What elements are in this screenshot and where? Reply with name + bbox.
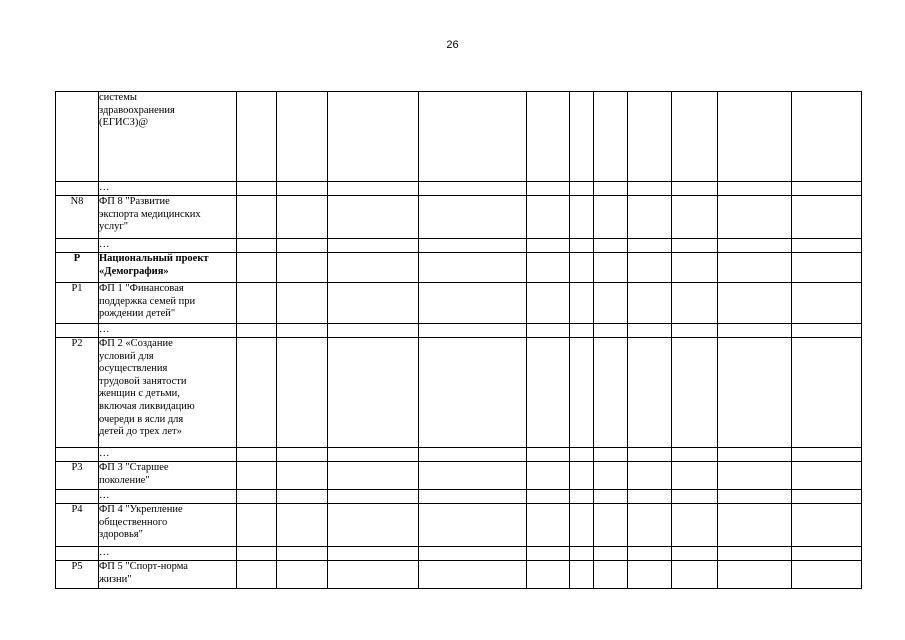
empty-cell: [594, 253, 628, 283]
table-row: [56, 490, 862, 504]
empty-cell: [628, 239, 672, 253]
empty-cell: [628, 448, 672, 462]
empty-cell: [328, 239, 419, 253]
empty-cell: [237, 547, 277, 561]
row-code: P5: [56, 561, 99, 589]
row-name: [99, 239, 237, 253]
empty-cell: [718, 338, 792, 448]
empty-cell: [628, 504, 672, 547]
empty-cell: [527, 561, 570, 589]
empty-cell: [419, 490, 527, 504]
empty-cell: [718, 547, 792, 561]
empty-cell: [718, 561, 792, 589]
empty-cell: [277, 490, 328, 504]
empty-cell: [792, 547, 862, 561]
empty-cell: [277, 338, 328, 448]
empty-cell: [792, 462, 862, 490]
table-row: [56, 182, 862, 196]
empty-cell: [570, 324, 594, 338]
empty-cell: [594, 182, 628, 196]
empty-cell: [419, 283, 527, 324]
empty-cell: [570, 338, 594, 448]
empty-cell: [792, 92, 862, 182]
empty-cell: [419, 561, 527, 589]
row-code: P4: [56, 504, 99, 547]
empty-cell: [594, 547, 628, 561]
empty-cell: [718, 324, 792, 338]
row-name-line: трудовой занятости: [99, 375, 187, 387]
empty-cell: [718, 182, 792, 196]
empty-cell: [792, 253, 862, 283]
row-name: [99, 462, 237, 490]
empty-cell: [328, 547, 419, 561]
empty-cell: [718, 92, 792, 182]
row-name-line: услуг": [99, 221, 128, 233]
row-name-line: …: [99, 448, 110, 459]
row-name-line: ФП 4 "Укрепление: [99, 504, 183, 515]
table-row: [56, 239, 862, 253]
table-row: [56, 561, 862, 589]
row-name-line: …: [99, 547, 110, 558]
row-name-line: здравоохранения: [99, 104, 175, 116]
row-code: [56, 239, 99, 253]
row-code: [56, 92, 99, 182]
row-name: [99, 490, 237, 504]
row-name: [99, 547, 237, 561]
row-name: [99, 504, 237, 547]
empty-cell: [628, 561, 672, 589]
empty-cell: [570, 448, 594, 462]
row-name-line: рождении детей": [99, 308, 176, 320]
row-name-line: (ЕГИСЗ)@: [99, 117, 148, 129]
row-name-line: женщин с детьми,: [99, 388, 180, 400]
empty-cell: [527, 92, 570, 182]
row-name-line: общественного: [99, 516, 168, 528]
empty-cell: [237, 239, 277, 253]
empty-cell: [628, 196, 672, 239]
empty-cell: [628, 462, 672, 490]
empty-cell: [419, 196, 527, 239]
empty-cell: [594, 448, 628, 462]
empty-cell: [718, 196, 792, 239]
empty-cell: [277, 196, 328, 239]
empty-cell: [237, 504, 277, 547]
row-name: [99, 448, 237, 462]
empty-cell: [570, 504, 594, 547]
empty-cell: [570, 253, 594, 283]
row-name-line: осуществления: [99, 363, 168, 375]
empty-cell: [792, 324, 862, 338]
row-name: [99, 92, 237, 182]
empty-cell: [594, 92, 628, 182]
table-row: [56, 196, 862, 239]
table-row: [56, 547, 862, 561]
empty-cell: [570, 490, 594, 504]
empty-cell: [594, 239, 628, 253]
empty-cell: [527, 196, 570, 239]
empty-cell: [237, 462, 277, 490]
row-name-line: ФП 8 "Развитие: [99, 196, 170, 207]
table-row: [56, 253, 862, 283]
row-name-line: Национальный проект: [99, 253, 209, 264]
empty-cell: [277, 504, 328, 547]
empty-cell: [792, 239, 862, 253]
empty-cell: [570, 561, 594, 589]
empty-cell: [237, 92, 277, 182]
empty-cell: [672, 561, 718, 589]
empty-cell: [328, 92, 419, 182]
table-row: [56, 92, 862, 182]
row-name-line: условий для: [99, 350, 154, 362]
empty-cell: [792, 338, 862, 448]
empty-cell: [594, 283, 628, 324]
empty-cell: [328, 324, 419, 338]
empty-cell: [594, 338, 628, 448]
empty-cell: [277, 324, 328, 338]
empty-cell: [328, 253, 419, 283]
row-code: P: [56, 253, 99, 283]
empty-cell: [718, 504, 792, 547]
empty-cell: [672, 490, 718, 504]
row-name-line: экспорта медицинских: [99, 208, 201, 220]
empty-cell: [672, 253, 718, 283]
empty-cell: [672, 504, 718, 547]
empty-cell: [718, 283, 792, 324]
empty-cell: [527, 462, 570, 490]
row-name-line: поколение": [99, 474, 150, 486]
empty-cell: [419, 448, 527, 462]
row-name-line: ФП 1 "Финансовая: [99, 283, 184, 294]
empty-cell: [328, 338, 419, 448]
row-name: [99, 324, 237, 338]
empty-cell: [672, 448, 718, 462]
row-name: [99, 561, 237, 589]
empty-cell: [792, 490, 862, 504]
row-code: P3: [56, 462, 99, 490]
empty-cell: [594, 462, 628, 490]
table-row: [56, 448, 862, 462]
empty-cell: [527, 448, 570, 462]
empty-cell: [328, 448, 419, 462]
empty-cell: [594, 561, 628, 589]
table-row: [56, 462, 862, 490]
row-name-line: …: [99, 324, 110, 335]
empty-cell: [277, 239, 328, 253]
empty-cell: [328, 561, 419, 589]
empty-cell: [237, 338, 277, 448]
empty-cell: [527, 490, 570, 504]
empty-cell: [419, 253, 527, 283]
empty-cell: [672, 196, 718, 239]
empty-cell: [792, 504, 862, 547]
empty-cell: [628, 92, 672, 182]
row-name: [99, 283, 237, 324]
empty-cell: [570, 196, 594, 239]
row-name-line: жизни": [99, 573, 132, 585]
empty-cell: [328, 462, 419, 490]
row-code: P1: [56, 283, 99, 324]
empty-cell: [527, 324, 570, 338]
row-name-line: системы: [99, 92, 137, 103]
row-name-line: включая ликвидацию: [99, 400, 195, 412]
empty-cell: [792, 196, 862, 239]
empty-cell: [628, 547, 672, 561]
row-name: [99, 338, 237, 448]
empty-cell: [792, 561, 862, 589]
empty-cell: [672, 547, 718, 561]
empty-cell: [527, 182, 570, 196]
empty-cell: [718, 448, 792, 462]
row-code: [56, 547, 99, 561]
table-row: [56, 324, 862, 338]
row-name-line: ФП 2 «Создание: [99, 338, 173, 349]
empty-cell: [527, 253, 570, 283]
empty-cell: [237, 561, 277, 589]
empty-cell: [570, 92, 594, 182]
data-table: [55, 91, 862, 589]
row-name-line: …: [99, 182, 110, 193]
empty-cell: [718, 239, 792, 253]
empty-cell: [594, 196, 628, 239]
empty-cell: [419, 462, 527, 490]
empty-cell: [628, 324, 672, 338]
empty-cell: [277, 448, 328, 462]
row-name-line: …: [99, 490, 110, 501]
empty-cell: [328, 196, 419, 239]
table-row: [56, 283, 862, 324]
empty-cell: [628, 490, 672, 504]
empty-cell: [628, 283, 672, 324]
empty-cell: [527, 283, 570, 324]
empty-cell: [237, 448, 277, 462]
empty-cell: [628, 182, 672, 196]
empty-cell: [328, 490, 419, 504]
empty-cell: [570, 283, 594, 324]
empty-cell: [237, 196, 277, 239]
empty-cell: [419, 324, 527, 338]
empty-cell: [419, 182, 527, 196]
empty-cell: [237, 253, 277, 283]
row-code: N8: [56, 196, 99, 239]
empty-cell: [570, 239, 594, 253]
empty-cell: [419, 547, 527, 561]
row-name: [99, 182, 237, 196]
empty-cell: [570, 547, 594, 561]
empty-cell: [527, 504, 570, 547]
empty-cell: [237, 490, 277, 504]
empty-cell: [277, 182, 328, 196]
row-name-line: очереди в ясли для: [99, 413, 184, 425]
empty-cell: [419, 92, 527, 182]
empty-cell: [672, 462, 718, 490]
row-name: [99, 196, 237, 239]
row-code: [56, 448, 99, 462]
row-name-line: ФП 5 "Спорт-норма: [99, 561, 188, 572]
empty-cell: [718, 462, 792, 490]
row-name-line: детей до трех лет»: [99, 426, 182, 438]
empty-cell: [277, 561, 328, 589]
empty-cell: [237, 324, 277, 338]
empty-cell: [672, 283, 718, 324]
row-code: [56, 182, 99, 196]
empty-cell: [277, 462, 328, 490]
empty-cell: [277, 253, 328, 283]
empty-cell: [672, 338, 718, 448]
table-row: [56, 504, 862, 547]
empty-cell: [594, 324, 628, 338]
empty-cell: [672, 239, 718, 253]
empty-cell: [419, 338, 527, 448]
empty-cell: [792, 283, 862, 324]
empty-cell: [628, 338, 672, 448]
page-number: 26: [446, 39, 459, 51]
empty-cell: [594, 504, 628, 547]
empty-cell: [527, 239, 570, 253]
empty-cell: [237, 283, 277, 324]
empty-cell: [328, 182, 419, 196]
empty-cell: [672, 182, 718, 196]
row-code: [56, 490, 99, 504]
empty-cell: [594, 490, 628, 504]
row-name-line: здоровья": [99, 529, 143, 541]
empty-cell: [718, 253, 792, 283]
table-row: [56, 338, 862, 448]
empty-cell: [527, 338, 570, 448]
empty-cell: [570, 462, 594, 490]
row-name-line: …: [99, 239, 110, 250]
empty-cell: [419, 239, 527, 253]
empty-cell: [628, 253, 672, 283]
empty-cell: [527, 547, 570, 561]
empty-cell: [792, 448, 862, 462]
empty-cell: [718, 490, 792, 504]
empty-cell: [792, 182, 862, 196]
empty-cell: [570, 182, 594, 196]
row-code: P2: [56, 338, 99, 448]
empty-cell: [277, 283, 328, 324]
empty-cell: [672, 324, 718, 338]
empty-cell: [419, 504, 527, 547]
empty-cell: [328, 504, 419, 547]
empty-cell: [237, 182, 277, 196]
empty-cell: [277, 547, 328, 561]
row-name-line: «Демография»: [99, 265, 169, 277]
empty-cell: [672, 92, 718, 182]
empty-cell: [328, 283, 419, 324]
empty-cell: [277, 92, 328, 182]
row-name-line: ФП 3 "Старшее: [99, 462, 169, 473]
row-name-line: поддержка семей при: [99, 295, 196, 307]
row-code: [56, 324, 99, 338]
row-name: [99, 253, 237, 283]
